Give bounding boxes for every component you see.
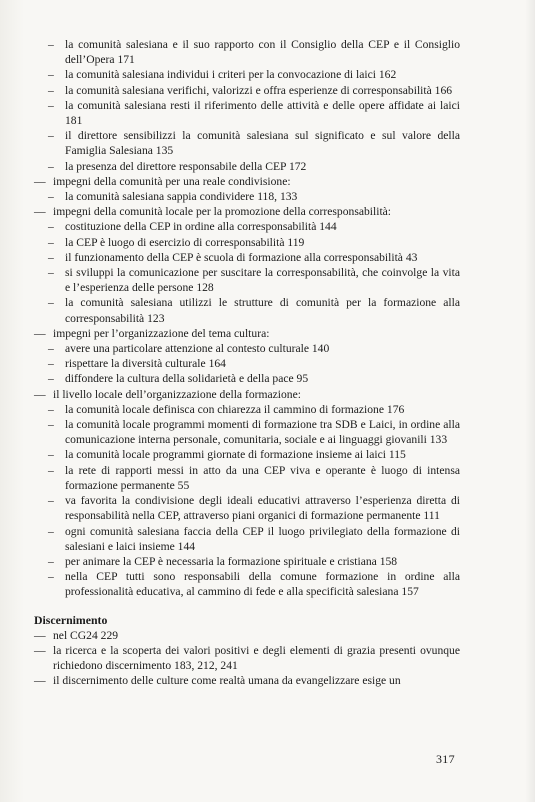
entry-dash: – <box>48 38 54 51</box>
index-entry <box>34 417 460 447</box>
entry-text: nella CEP tutti sono responsabili della comune formazione in ordine alla professionalità educativa, al cammino di fede e alla specificità salesiana 157 <box>65 570 460 599</box>
entry-text: la rete di rapporti messi in atto da una CEP viva e operante è luogo di intensa formazione permanente 55 <box>65 463 460 492</box>
page-edge-shadow <box>525 0 535 802</box>
entry-text: la comunità locale programmi giornate di formazione insieme ai laici 115 <box>65 448 406 462</box>
entry-text: la comunità salesiana verifichi, valorizzi e offra esperienze di corresponsabilità 166 <box>65 83 453 97</box>
entry-dash: – <box>48 342 54 356</box>
index-entry <box>34 265 460 295</box>
entry-dash: — <box>34 174 46 188</box>
index-entry <box>34 37 460 67</box>
entry-dash: – <box>48 402 54 416</box>
entry-text: impegni per l’organizzazione del tema cultura: <box>53 326 270 340</box>
entry-dash: – <box>48 524 54 538</box>
entry-text: il direttore sensibilizzi la comunità salesiana sul significato e sul valore della Famiglia Salesiana 135 <box>65 129 460 158</box>
index-entry <box>34 83 460 98</box>
entry-text: il discernimento delle culture come realtà umana da evangelizzare esige un <box>53 674 401 688</box>
entry-text: la comunità salesiana utilizzi le strutture di comunità per la formazione alla corresponsabilità 123 <box>65 296 460 325</box>
entry-dash: – <box>48 159 54 173</box>
entry-dash: – <box>48 357 54 371</box>
entry-text: la comunità locale programmi momenti di formazione tra SDB e Laici, in ordine alla comunicazione interna personale, comunitaria, sociale e ai linguaggi giovanili 133 <box>65 418 460 447</box>
index-entry <box>34 524 460 554</box>
entry-text: avere una particolare attenzione al contesto culturale 140 <box>65 342 330 356</box>
index-entry <box>34 402 460 417</box>
entry-text: la comunità salesiana individui i criteri per la convocazione di laici 162 <box>65 68 397 82</box>
entry-dash: – <box>48 418 54 432</box>
entry-dash: – <box>48 98 54 112</box>
index-entry <box>34 463 460 493</box>
entry-dash: – <box>48 372 54 386</box>
index-entry <box>34 447 460 462</box>
entry-text: va favorita la condivisione degli ideali educativi attraverso l’esperienza diretta di responsabilità nella CEP, attraverso piani organici di formazione permanente 111 <box>65 494 460 523</box>
entry-text: la comunità salesiana sappia condividere 118, 133 <box>65 190 298 204</box>
index-entry <box>34 67 460 82</box>
entry-text: la ricerca e la scoperta dei valori positivi e degli elementi di grazia presenti ovunque richiedono discernimento 183, 212, 241 <box>53 643 460 673</box>
entry-dash: — <box>34 326 46 340</box>
entry-text: rispettare la diversità culturale 164 <box>65 357 226 371</box>
index-entry <box>34 128 460 158</box>
index-entry <box>34 387 460 402</box>
index-entry <box>34 569 460 599</box>
index-entry <box>34 219 460 234</box>
entry-text: si sviluppi la comunicazione per suscitare la corresponsabilità, che coinvolge la vita e l’esperienza delle persone 128 <box>65 266 460 295</box>
entry-text: diffondere la cultura della solidarietà e della pace 95 <box>65 372 309 386</box>
section-entries <box>34 628 460 689</box>
entry-text: il funzionamento della CEP è scuola di formazione alla corresponsabilità 43 <box>65 250 418 264</box>
entry-text: la comunità salesiana resti il riferimento delle attività e delle opere affidate ai laici 181 <box>65 98 460 128</box>
index-entry <box>34 493 460 523</box>
entry-dash: — <box>34 205 46 219</box>
entry-text: la comunità salesiana e il suo rapporto con il Consiglio della CEP e il Consiglio dell’Opera 171 <box>65 38 460 67</box>
index-entry <box>34 204 460 219</box>
entry-text: il livello locale dell’organizzazione della formazione: <box>53 387 301 401</box>
index-entry <box>34 174 460 189</box>
index-entry <box>34 356 460 371</box>
index-entry <box>34 673 460 688</box>
entry-dash: — <box>34 643 46 657</box>
entry-text: la presenza del direttore responsabile della CEP 172 <box>65 159 307 173</box>
index-entry <box>34 98 460 128</box>
index-entries <box>34 37 460 600</box>
entry-dash: – <box>48 463 54 477</box>
entry-text: per animare la CEP è necessaria la formazione spirituale e cristiana 158 <box>65 554 398 568</box>
entry-dash: – <box>48 129 54 143</box>
page-number: 317 <box>436 752 455 766</box>
entry-dash: – <box>48 250 54 264</box>
section-heading: Discernimento <box>34 612 108 627</box>
entry-dash: – <box>48 190 54 204</box>
entry-dash: — <box>34 628 46 642</box>
entry-text: la comunità locale definisca con chiarezza il cammino di formazione 176 <box>65 402 405 416</box>
index-entry <box>34 643 460 673</box>
index-entry <box>34 189 460 204</box>
index-entry <box>34 341 460 356</box>
entry-dash: — <box>34 674 46 688</box>
entry-dash: – <box>48 220 54 234</box>
index-entry <box>34 371 460 386</box>
index-entry <box>34 326 460 341</box>
entry-dash: – <box>48 83 54 97</box>
entry-text: costituzione della CEP in ordine alla corresponsabilità 144 <box>65 220 337 234</box>
entry-text: impegni della comunità locale per la promozione della corresponsabilità: <box>53 205 392 219</box>
entry-dash: – <box>48 554 54 568</box>
entry-text: ogni comunità salesiana faccia della CEP il luogo privilegiato della formazione di salesiani e laici insieme 144 <box>65 524 460 553</box>
index-entry <box>34 250 460 265</box>
entry-text: impegni della comunità per una reale condivisione: <box>53 174 291 188</box>
entry-dash: – <box>48 266 54 280</box>
entry-dash: – <box>48 448 54 462</box>
entry-dash: – <box>48 235 54 249</box>
index-entry <box>34 554 460 569</box>
entry-dash: – <box>48 296 54 310</box>
index-entry <box>34 159 460 174</box>
index-entry <box>34 628 460 643</box>
entry-dash: – <box>48 494 54 508</box>
index-content <box>34 37 460 689</box>
index-entry <box>34 295 460 325</box>
entry-dash: – <box>48 570 54 584</box>
index-entry <box>34 235 460 250</box>
entry-dash: – <box>48 68 54 82</box>
entry-text: nel CG24 229 <box>53 628 119 642</box>
entry-dash: — <box>34 387 46 401</box>
entry-text: la CEP è luogo di esercizio di corresponsabilità 119 <box>65 235 305 249</box>
